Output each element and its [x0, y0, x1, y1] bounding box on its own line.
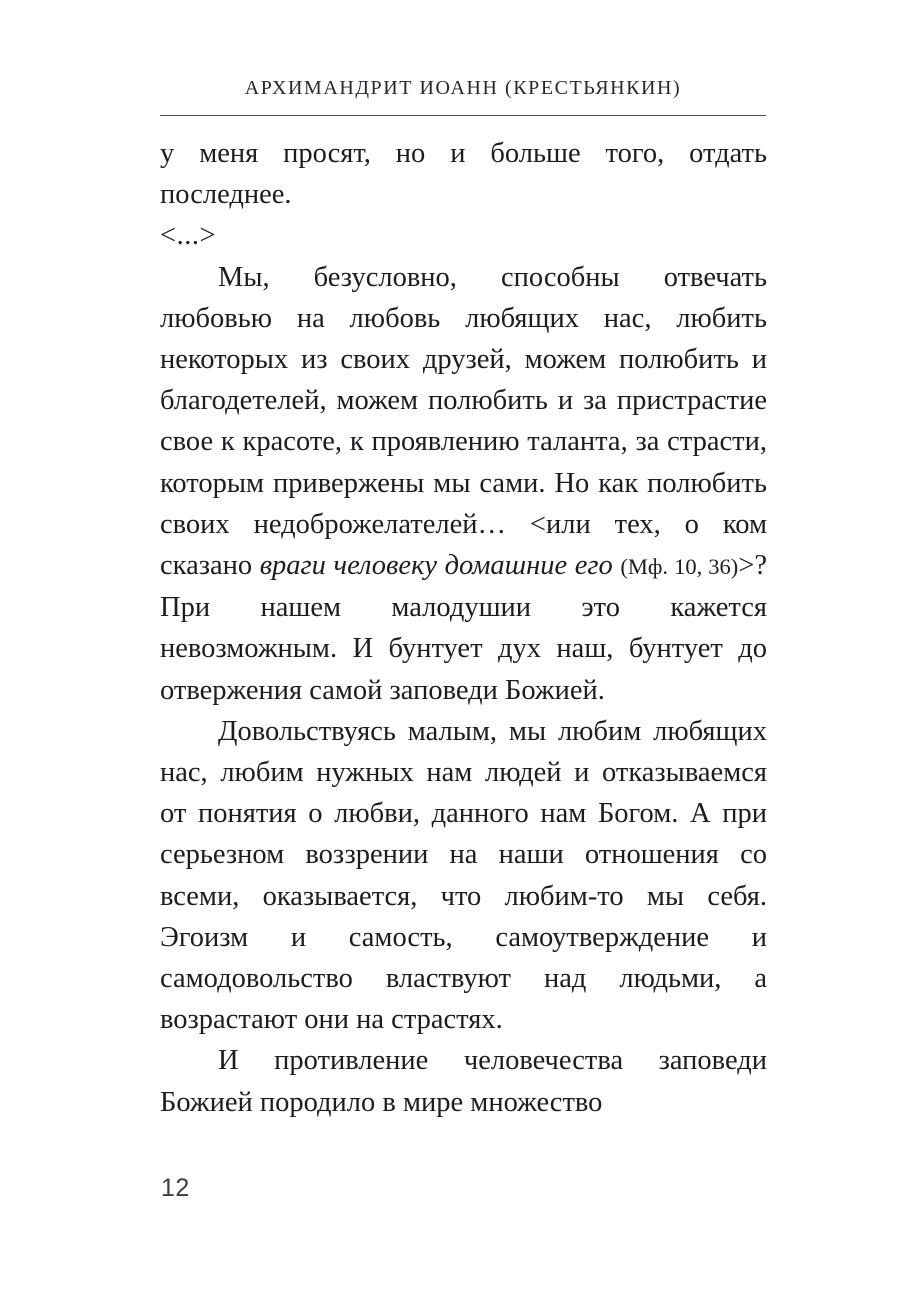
scripture-reference: (Мф. 10, 36): [620, 554, 739, 580]
paragraph-three: Довольствуясь малым, мы любим любящих нас, любим нужных нам людей и отказываемся от понятия о любви, данного нам Богом. А при серьезном воззрении на наши отношения со всеми, оказывается, что любим-то мы себя. Эгоизм и самость, самоутверждение и самодовольство властвуют над людьми, а возрастают они на страстях.: [160, 715, 767, 1036]
running-head: АРХИМАНДРИТ ИОАНН (КРЕСТЬЯНКИН): [244, 77, 682, 99]
scripture-quote-italic: враги человеку домашние его: [259, 550, 613, 582]
paragraph-four: И противление человечества заповеди Божией породило в мире множество: [160, 1045, 767, 1118]
page-number: 12: [161, 1174, 190, 1202]
paragraph-continuation: у меня просят, но и больше того, отдать последнее.: [160, 138, 767, 211]
paragraph-two-text-after-quote: >? При нашем малодушии это кажется невозможным. И бунтует дух наш, бунтует до отвержения самой заповеди Божией.: [160, 550, 767, 706]
omission-marker: <...>: [160, 220, 217, 252]
page-body-text: [160, 133, 767, 1123]
paragraph-two: [160, 257, 767, 711]
header-rule-divider: [160, 115, 766, 116]
paragraph-two-text-before-quote: Мы, безусловно, способны отвечать любовью на любовь любящих нас, любить некоторых из своих друзей, можем полюбить и благодетелей, можем полюбить и за пристрастие свое к красоте, к проявлению таланта, за страсти, которым привержены мы сами. Но как полюбить своих недоброжелателей… <или тех, о ком сказано: [160, 261, 767, 582]
